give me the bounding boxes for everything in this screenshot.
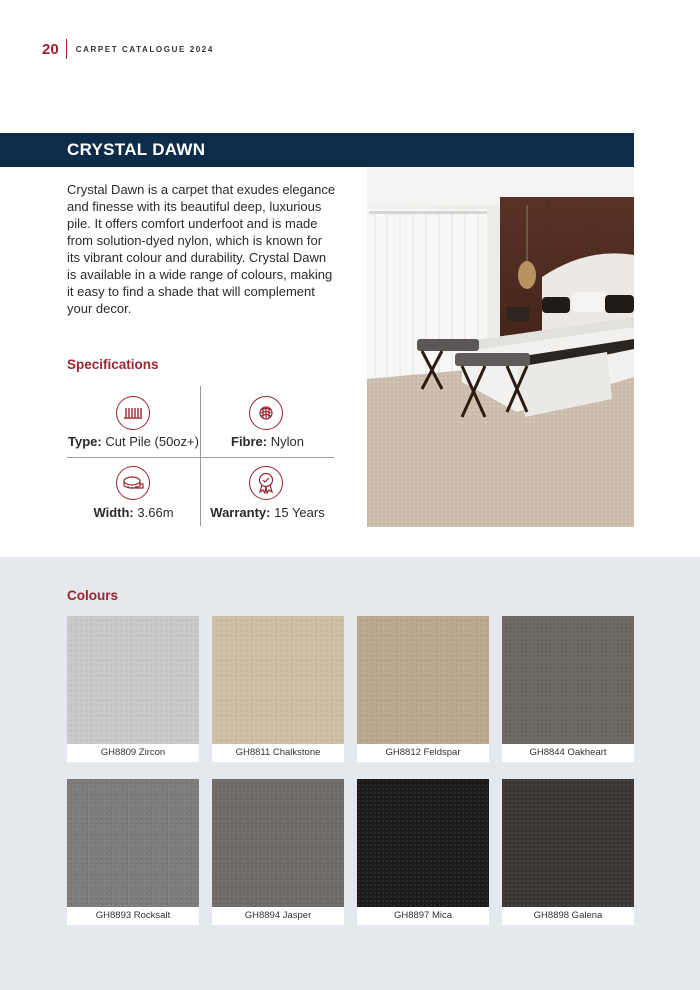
- swatch-label: GH8894 Jasper: [244, 910, 312, 921]
- spec-fibre: [201, 434, 334, 449]
- swatch-label: GH8812 Feldspar: [385, 747, 461, 758]
- measuring-tape-icon: [116, 466, 150, 500]
- swatch-label: GH8809 Zircon: [100, 747, 166, 758]
- swatch-label: GH8893 Rocksalt: [95, 910, 171, 921]
- colour-swatch: [502, 779, 634, 925]
- product-title-bar: [0, 133, 634, 167]
- swatch-label: GH8897 Mica: [393, 910, 453, 921]
- spec-warranty-label: Warranty:: [210, 505, 271, 520]
- swatch-sample: [357, 616, 489, 744]
- colour-swatch: [357, 616, 489, 762]
- spec-width: [67, 505, 200, 520]
- spec-type-value: Cut Pile (50oz+): [105, 434, 199, 449]
- swatch-sample: [357, 779, 489, 907]
- colour-swatch: [67, 616, 199, 762]
- swatch-label: GH8811 Chalkstone: [235, 747, 321, 758]
- spec-type-label: Type:: [68, 434, 102, 449]
- swatch-sample: [67, 616, 199, 744]
- colours-heading: Colours: [67, 588, 119, 603]
- swatch-label: GH8898 Galena: [533, 910, 603, 921]
- spec-grid-horizontal-divider: [67, 457, 334, 458]
- swatch-sample: [67, 779, 199, 907]
- product-description: Crystal Dawn is a carpet that exudes elegance and finesse with its beautiful deep, luxurious pile. It offers comfort underfoot and is made from solution-dyed nylon, which is known for its vibrant colour and durability. Crystal Dawn is available in a wide range of colours, making it easy to find a shade that will complement your decor.: [67, 182, 336, 316]
- spec-warranty-value: 15 Years: [274, 505, 325, 520]
- colour-swatch: [357, 779, 489, 925]
- catalogue-title: CARPET CATALOGUE 2024: [75, 44, 214, 54]
- spec-fibre-label: Fibre:: [231, 434, 268, 449]
- colour-swatch: [67, 779, 199, 925]
- product-title: CRYSTAL DAWN: [67, 140, 206, 159]
- colour-swatch: [502, 616, 634, 762]
- header-divider: [66, 39, 67, 59]
- warranty-rosette-icon: [249, 466, 283, 500]
- bedroom-photo: [367, 167, 634, 527]
- page-number: 20: [42, 40, 59, 58]
- swatch-sample: [212, 779, 344, 907]
- fibre-icon: [249, 396, 283, 430]
- swatch-sample: [212, 616, 344, 744]
- spec-fibre-value: Nylon: [270, 434, 304, 449]
- colour-swatch: [212, 779, 344, 925]
- swatch-label: GH8844 Oakheart: [529, 747, 607, 758]
- swatch-sample: [502, 779, 634, 907]
- swatch-sample: [502, 616, 634, 744]
- colour-swatch: [212, 616, 344, 762]
- spec-type: [67, 434, 200, 449]
- spec-warranty: [201, 505, 334, 520]
- spec-width-value: 3.66m: [137, 505, 174, 520]
- pile-icon: [116, 396, 150, 430]
- spec-width-label: Width:: [93, 505, 134, 520]
- page-header: [42, 38, 214, 60]
- specifications-heading: Specifications: [67, 357, 159, 372]
